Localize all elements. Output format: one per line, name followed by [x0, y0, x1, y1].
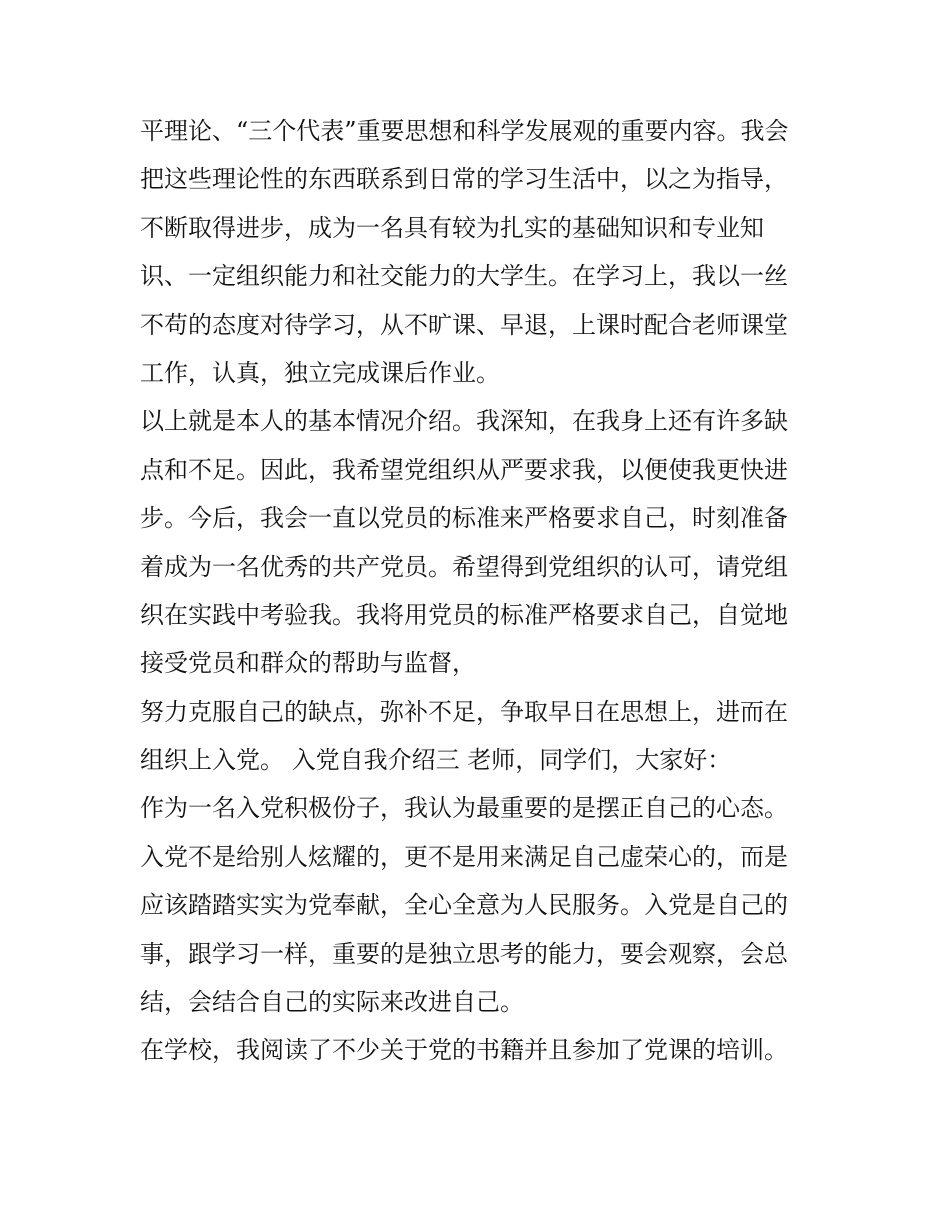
- text-line: 以上就是本人的基本情况介绍。我深知，在我身上还有许多缺: [140, 407, 788, 436]
- text-line: 作为一名入党积极份子，我认为最重要的是摆正自己的心态。: [140, 794, 788, 823]
- document-body: [140, 107, 820, 1075]
- text-line: 接受党员和群众的帮助与监督，: [140, 649, 476, 678]
- text-line: 着成为一名优秀的共产党员。希望得到党组织的认可，请党组: [140, 552, 788, 581]
- text-line: 平理论、“三个代表”重要思想和科学发展观的重要内容。我会: [140, 117, 789, 145]
- text-line: 织在实践中考验我。我将用党员的标准严格要求自己，自觉地: [140, 600, 788, 629]
- text-line: 工作，认真，独立完成课后作业。: [140, 358, 500, 387]
- text-line: 不断取得进步，成为一名具有较为扎实的基础知识和专业知: [140, 213, 764, 242]
- text-line: 入党不是给别人炫耀的，更不是用来满足自己虚荣心的，而是: [140, 842, 788, 871]
- text-line: 步。今后，我会一直以党员的标准来严格要求自己，时刻准备: [140, 504, 788, 533]
- text-line: 组织上入党。 入党自我介绍三 老师，同学们，大家好：: [140, 746, 732, 775]
- text-line: 事，跟学习一样，重要的是独立思考的能力，要会观察，会总: [140, 939, 788, 968]
- text-line: 识、一定组织能力和社交能力的大学生。在学习上，我以一丝: [140, 262, 788, 291]
- text-line: 努力克服自己的缺点，弥补不足，争取早日在思想上，进而在: [140, 697, 788, 726]
- text-line: 在学校，我阅读了不少关于党的书籍并且参加了党课的培训。: [140, 1036, 788, 1065]
- text-line: 不苟的态度对待学习，从不旷课、早退，上课时配合老师课堂: [140, 310, 788, 339]
- text-line: 把这些理论性的东西联系到日常的学习生活中，以之为指导，: [140, 165, 788, 194]
- text-line: 点和不足。因此，我希望党组织从严要求我，以便使我更快进: [140, 455, 788, 484]
- text-line: 应该踏踏实实为党奉献，全心全意为人民服务。入党是自己的: [140, 891, 788, 920]
- text-line: 结，会结合自己的实际来改进自己。: [140, 988, 524, 1017]
